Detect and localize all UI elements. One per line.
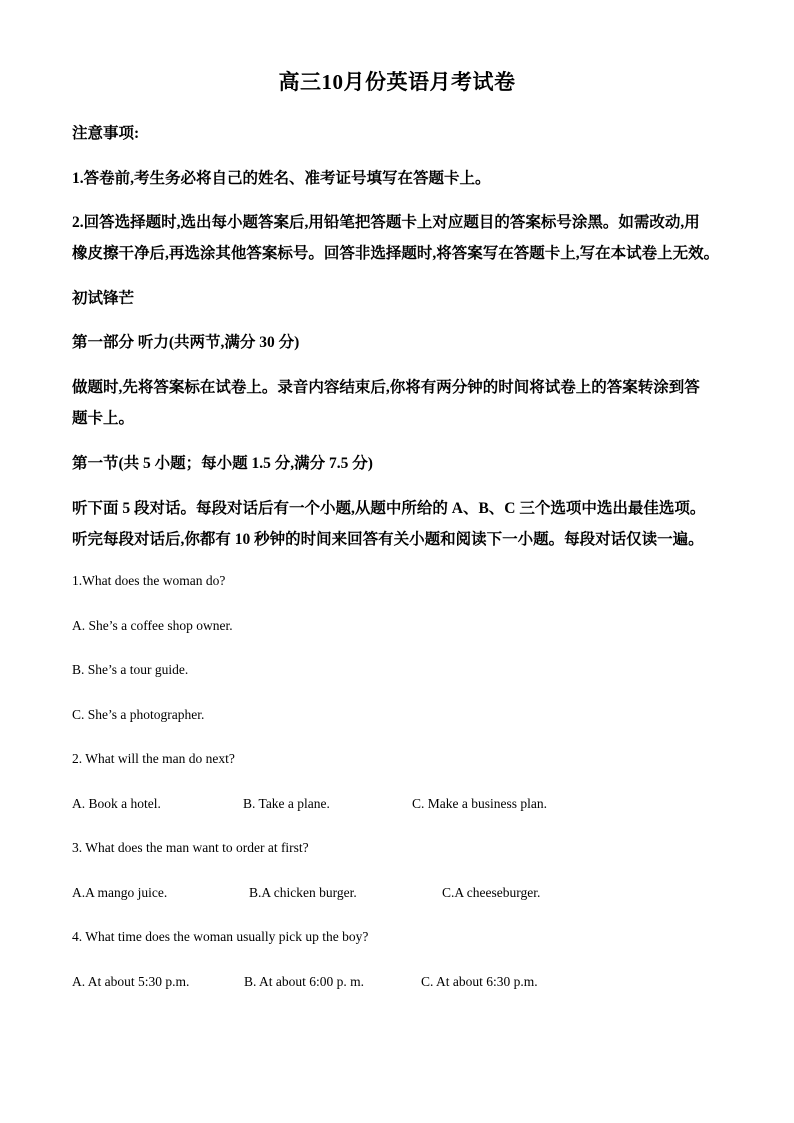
question-2-option-b: B. Take a plane. <box>243 796 330 811</box>
question-1-option-c: C. She’s a photographer. <box>72 707 205 722</box>
notice-item-1: 1.答卷前,考生务必将自己的姓名、准考证号填写在答题卡上。 <box>72 170 491 187</box>
notice-item-2-line-2: 橡皮擦干净后,再选涂其他答案标号。回答非选择题时,将答案写在答题卡上,写在本试卷上无效。 <box>72 245 720 262</box>
question-4-option-a: A. At about 5:30 p.m. <box>72 974 190 989</box>
section-1-heading: 第一节(共 5 小题；每小题 1.5 分,满分 7.5 分) <box>72 455 373 472</box>
question-2-stem: 2. What will the man do next? <box>72 751 235 766</box>
question-4-option-c: C. At about 6:30 p.m. <box>421 974 538 989</box>
part-1-heading: 第一部分 听力(共两节,满分 30 分) <box>72 334 300 351</box>
question-1-stem: 1.What does the woman do? <box>72 573 226 588</box>
question-3-option-a: A.A mango juice. <box>72 885 168 900</box>
question-1-option-a: A. She’s a coffee shop owner. <box>72 618 233 633</box>
question-3-option-c: C.A cheeseburger. <box>442 885 541 900</box>
question-3-option-b: B.A chicken burger. <box>249 885 357 900</box>
part-1-instruction-line-2: 题卡上。 <box>72 410 135 427</box>
notice-item-2-line-1: 2.回答选择题时,选出每小题答案后,用铅笔把答题卡上对应题目的答案标号涂黑。如需改动,用 <box>72 214 700 231</box>
section-label: 初试锋芒 <box>72 290 135 307</box>
question-4-option-b: B. At about 6:00 p. m. <box>244 974 365 989</box>
part-1-instruction-line-1: 做题时,先将答案标在试卷上。录音内容结束后,你将有两分钟的时间将试卷上的答案转涂到答 <box>72 379 700 396</box>
question-2-option-c: C. Make a business plan. <box>412 796 547 811</box>
question-3-stem: 3. What does the man want to order at first? <box>72 840 309 855</box>
question-2-option-a: A. Book a hotel. <box>72 796 161 811</box>
section-1-instruction-line-2: 听完每段对话后,你都有 10 秒钟的时间来回答有关小题和阅读下一小题。每段对话仅读一遍。 <box>72 531 704 548</box>
exam-title: 高三10月份英语月考试卷 <box>278 70 516 94</box>
question-1-option-b: B. She’s a tour guide. <box>72 662 189 677</box>
question-4-stem: 4. What time does the woman usually pick up the boy? <box>72 929 369 944</box>
notice-heading: 注意事项: <box>72 125 140 142</box>
section-1-instruction-line-1: 听下面 5 段对话。每段对话后有一个小题,从题中所给的 A、B、C 三个选项中选出最佳选项。 <box>72 500 706 517</box>
